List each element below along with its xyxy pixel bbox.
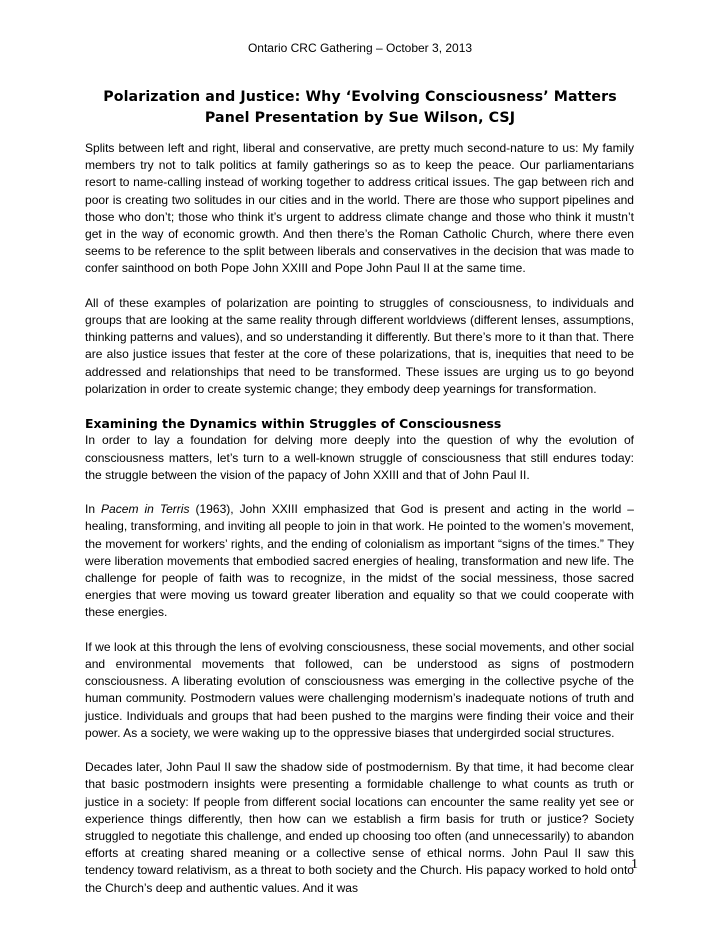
paragraph-1: Splits between left and right, liberal and conservative, are pretty much second-nature to us: My family members try not to talk politics at family gatherings so as to keep the peace. Our parliamentarians resort to name-calling instead of working together to address critical issues. The gap between rich and poor is creating two solitudes in our cities and in the world. There are those who support pipelines and those who don’t; those who think it’s urgent to address climate change and those who think it mustn’t get in the way of economic growth. And then there’s the Roman Catholic Church, where there even seems to be reference to the split between liberals and conservatives in the decision that was made to confer sainthood on both Pope John XXIII and Pope John Paul II at the same time. bbox=[85, 141, 634, 276]
paragraph-2: All of these examples of polarization are pointing to struggles of consciousness, to individuals and groups that are looking at the same reality through different worldviews (different lenses, assumptions, thinking patterns and values), and so understanding it differently. But there’s more to it than that. There are also justice issues that fester at the core of these polarizations, that is, inequities that need to be addressed and relationships that need to be transformed. These issues are urging us to go beyond polarization in order to create systemic change; they embody deep yearnings for transformation. bbox=[85, 295, 634, 396]
paragraph-4-text: (1963), John XXIII emphasized that God is present and acting in the world – healing, transforming, and inviting all people to join in that work. He pointed to the women’s movement, the movement for workers’ rights, and the ending of colonialism as important “signs of the times.” They were liberation movements that embodied sacred energies of healing, transformation and new life. The challenge for people of faith was to recognize, in the midst of the social messiness, those sacred energies that were moving us toward greater liberation and equality so that we could cooperate with these energies. bbox=[85, 502, 634, 620]
paragraph-3: In order to lay a foundation for delving more deeply into the question of why the evolution of consciousness matters, let’s turn to a well-known struggle of consciousness that still endures today: the struggle between the vision of the papacy of John XXIII and that of John Paul II. bbox=[85, 433, 634, 482]
page-number: 1 bbox=[631, 857, 638, 872]
section-heading: Examining the Dynamics within Struggles of Consciousness bbox=[85, 416, 502, 432]
pacem-in-terris-title: Pacem in Terris bbox=[101, 502, 190, 517]
title-line-1: Polarization and Justice: Why ‘Evolving Consciousness’ Matters bbox=[103, 89, 617, 105]
paragraph-4-lead: In bbox=[85, 502, 102, 517]
paragraph-4 bbox=[85, 501, 634, 621]
title-line-2: Panel Presentation by Sue Wilson, CSJ bbox=[204, 110, 516, 126]
paragraph-6: Decades later, John Paul II saw the shadow side of postmodernism. By that time, it had become clear that basic postmodern insights were presenting a formidable challenge to what counts as truth or justice in a society: If people from different social locations can encounter the same reality yet see or experience things differently, then how can we establish a firm basis for truth or justice? Society struggled to negotiate this challenge, and ended up choosing too often (and unnecessarily) to abandon efforts at creating shared meaning or a collective sense of ethical norms. John Paul II saw this tendency toward relativism, as a threat to both society and the Church. His papacy worked to hold onto the Church’s deep and authentic values. And it was bbox=[85, 760, 634, 895]
running-header: Ontario CRC Gathering – October 3, 2013 bbox=[247, 41, 473, 55]
body-text bbox=[85, 140, 634, 914]
paragraph-5: If we look at this through the lens of evolving consciousness, these social movements, and other social and environmental movements that followed, can be understood as signs of postmodern consciousness. A liberating evolution of consciousness was emerging in the collective psyche of the human community. Postmodern values were challenging modernism’s inadequate notions of truth and justice. Individuals and groups that had been pushed to the margins were finding their voice and their power. As a society, we were waking up to the oppressive biases that undergirded social structures. bbox=[85, 639, 634, 740]
document-title bbox=[60, 87, 660, 129]
